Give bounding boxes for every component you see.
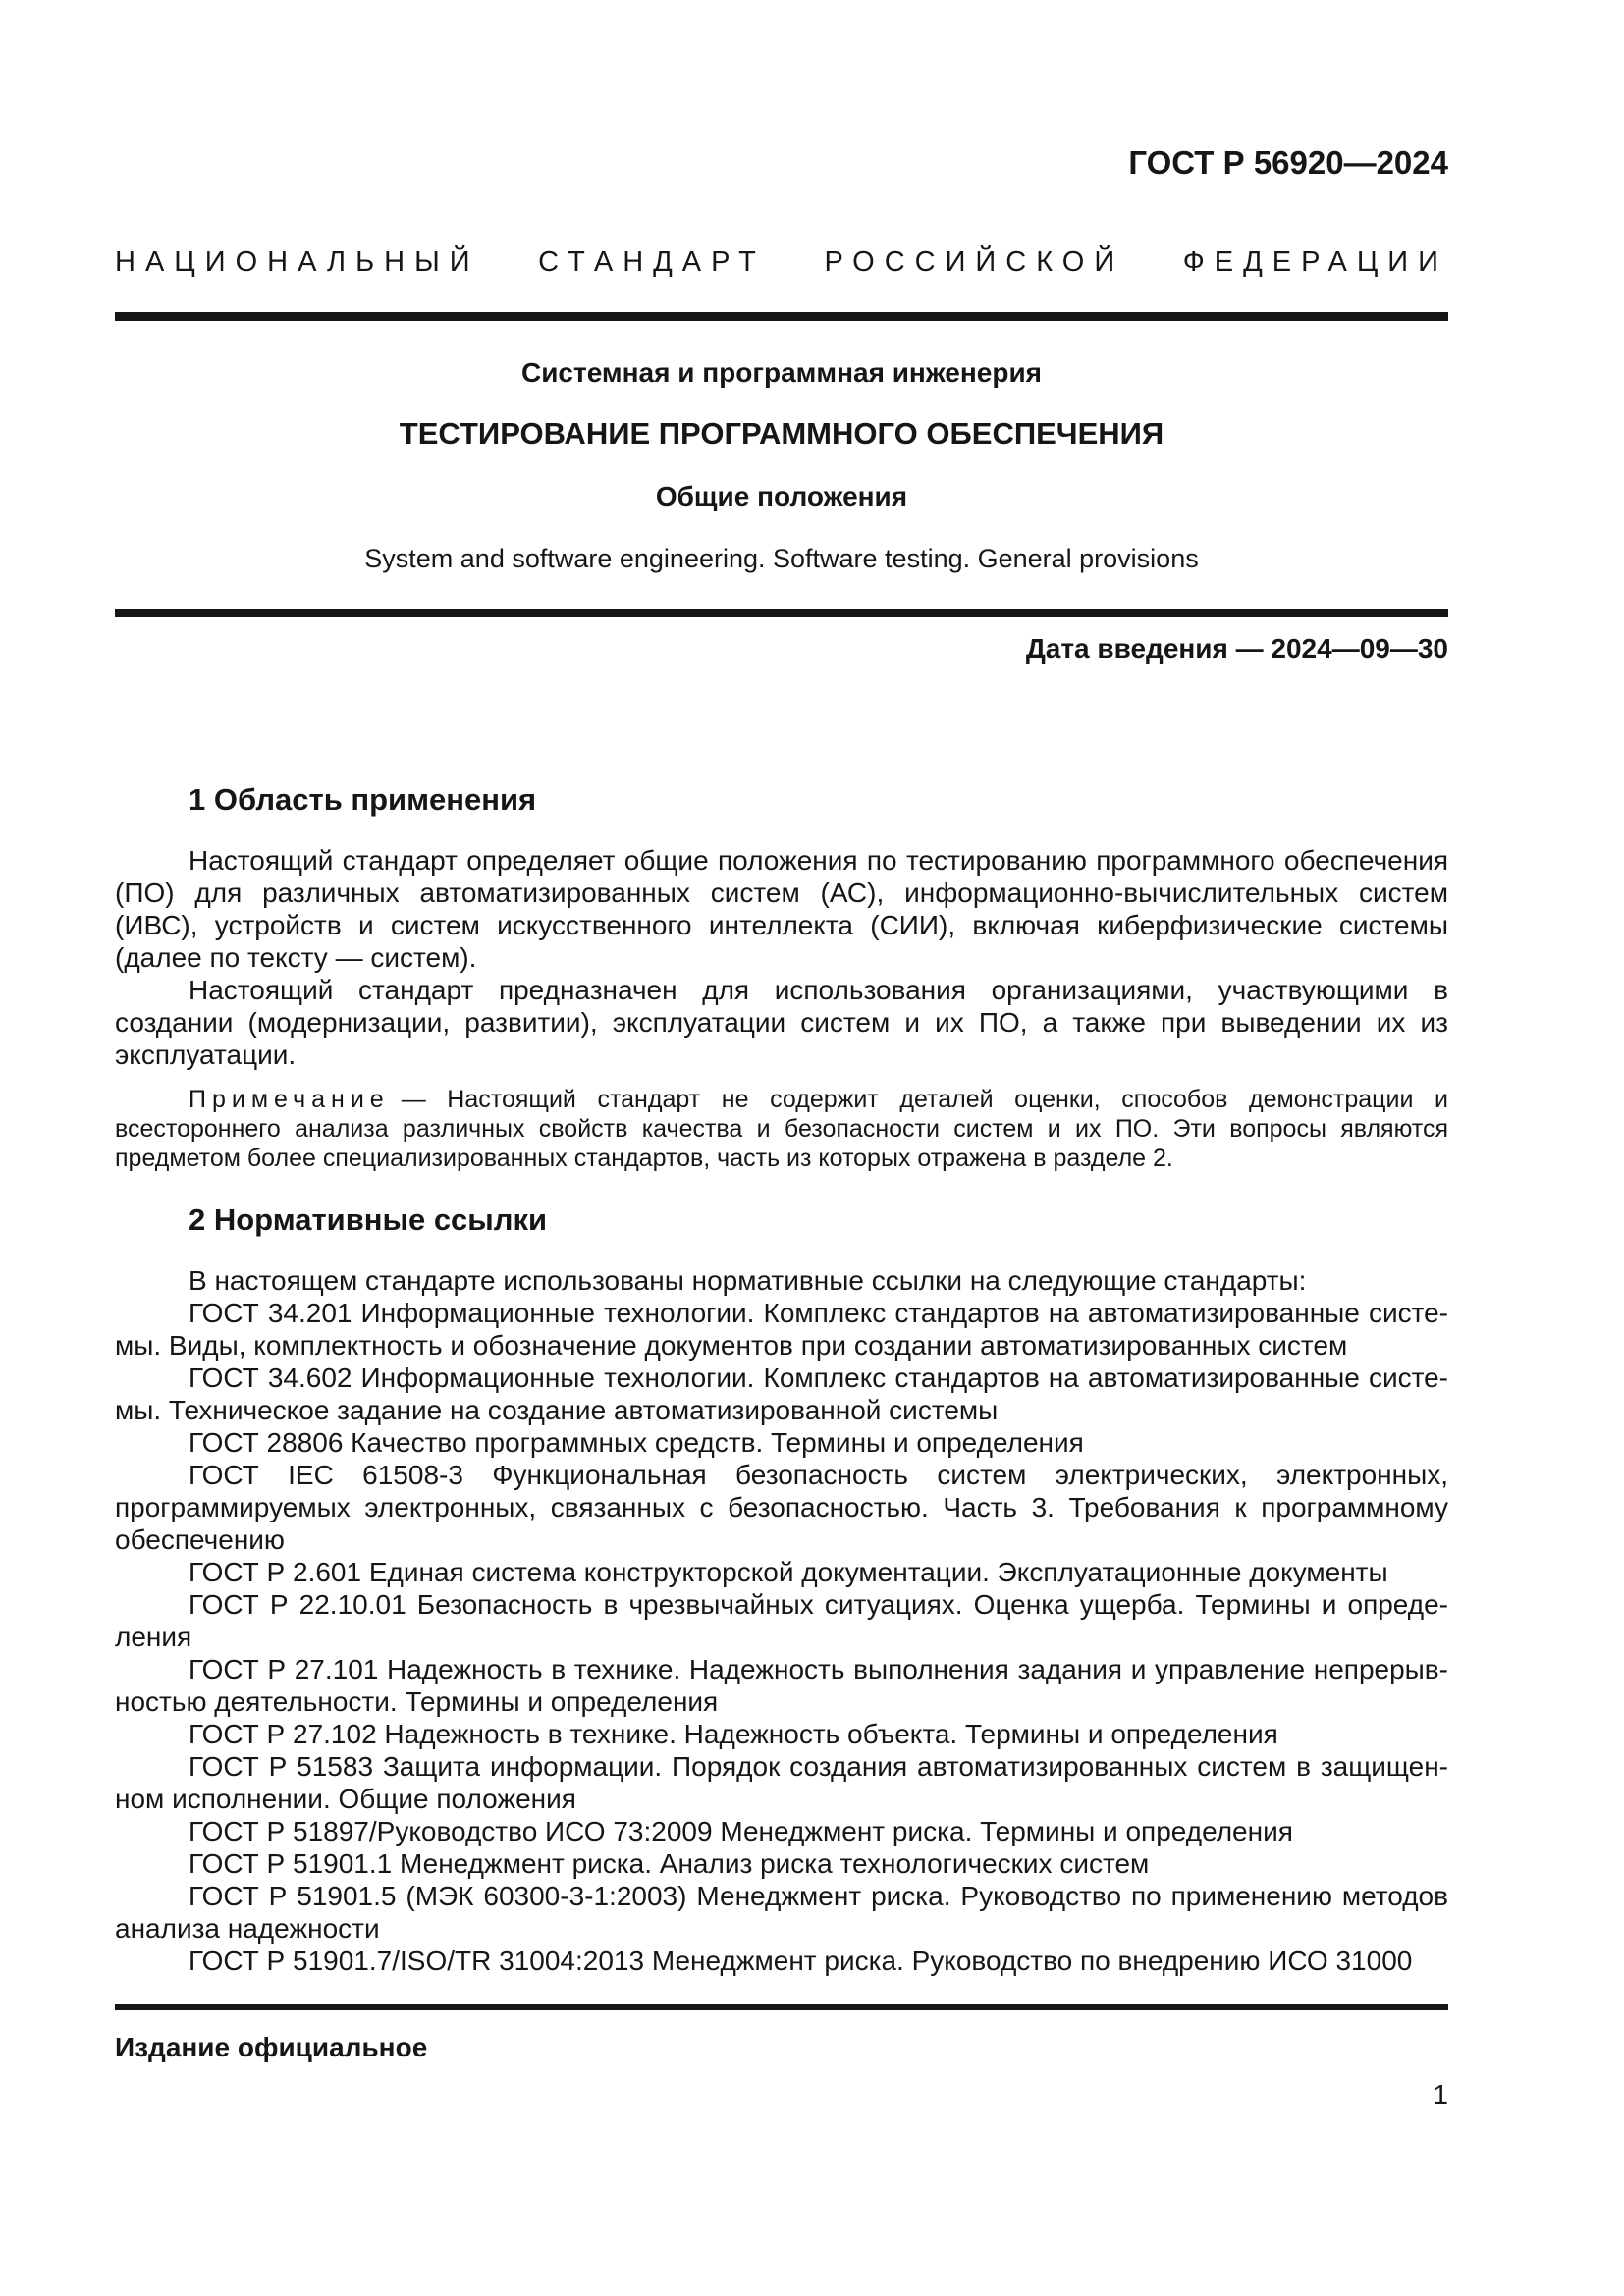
effective-date: Дата введения — 2024—09—30 <box>1025 633 1448 664</box>
note-label: Примечание <box>189 1086 390 1113</box>
section-1-body <box>115 844 1448 1173</box>
reference-item: ГОСТ Р 51583 Защита информации. Порядок создания автоматизированных систем в защищенном исполнении. Общие положения <box>115 1751 1448 1814</box>
reference-item: ГОСТ Р 27.102 Надежность в технике. Надежность объекта. Термины и определения <box>189 1719 1278 1749</box>
english-title: System and software engineering. Software testing. General provisions <box>364 544 1199 573</box>
standard-type-heading: НАЦИОНАЛЬНЫЙ СТАНДАРТ РОССИЙСКОЙ ФЕДЕРАЦИИ <box>115 246 1448 278</box>
references-intro: В настоящем стандарте использованы нормативные ссылки на следующие стандарты: <box>189 1265 1307 1296</box>
note-text: — Настоящий стандарт не содержит деталей оценки, способов демонстрации и всестороннего анализа различных свойств качества и безопасности систем и их ПО. Эти вопросы являются предметом более специализированных стандартов, часть из которых отражена в разделе 2. <box>115 1086 1448 1172</box>
note-paragraph <box>115 1085 1448 1173</box>
section-1-heading: 1 Область применения <box>189 782 537 817</box>
title-subject-line: Системная и программная инженерия <box>520 357 1043 388</box>
reference-item: ГОСТ Р 51901.7/ISO/TR 31004:2013 Менеджмент риска. Руководство по внедрению ИСО 31000 <box>189 1946 1413 1976</box>
reference-item: ГОСТ Р 2.601 Единая система конструкторской документации. Эксплуатационные документы <box>189 1557 1388 1587</box>
section-2-heading: 2 Нормативные ссылки <box>189 1202 548 1237</box>
doc-number: ГОСТ Р 56920—2024 <box>1128 144 1448 181</box>
reference-item: ГОСТ 34.201 Информационные технологии. Комплекс стандартов на автоматизированные системы. Виды, комплектность и обозначение документов при создании автоматизированных систем <box>115 1298 1448 1361</box>
edition-label: Издание официальное <box>115 2032 428 2062</box>
title-divider-rule <box>115 609 1448 617</box>
reference-item: ГОСТ 34.602 Информационные технологии. Комплекс стандартов на автоматизированные системы. Техническое задание на создание автоматизированной системы <box>115 1362 1448 1425</box>
top-divider-rule <box>115 312 1448 321</box>
page-number: 1 <box>1433 2079 1448 2109</box>
reference-item: ГОСТ Р 51901.1 Менеджмент риска. Анализ риска технологических систем <box>189 1848 1150 1879</box>
reference-item: ГОСТ IEC 61508-3 Функциональная безопасность систем электрических, электронных, программируемых электронных, связанных с безопасностью. Часть 3. Требования к программному обеспечению <box>115 1460 1448 1555</box>
section-2-body <box>115 1264 1448 1977</box>
reference-item: ГОСТ 28806 Качество программных средств. Термины и определения <box>189 1427 1084 1458</box>
reference-item: ГОСТ Р 22.10.01 Безопасность в чрезвычайных ситуациях. Оценка ущерба. Термины и определения <box>115 1589 1448 1652</box>
footer-divider-rule <box>115 2004 1448 2010</box>
title-subtitle: Общие положения <box>655 481 908 511</box>
main-title: ТЕСТИРОВАНИЕ ПРОГРАММНОГО ОБЕСПЕЧЕНИЯ <box>399 416 1164 451</box>
paragraph: Настоящий стандарт определяет общие положения по тестированию программного обеспечения (ПО) для различных автоматизированных систем (АС), информационно-вычислительных систем (ИВС), устройств и систем искусственного интеллекта (СИИ), включая киберфизические системы (далее по тексту — систем). <box>115 845 1448 973</box>
reference-item: ГОСТ Р 51897/Руководство ИСО 73:2009 Менеджмент риска. Термины и определения <box>189 1816 1293 1846</box>
reference-item: ГОСТ Р 51901.5 (МЭК 60300-3-1:2003) Менеджмент риска. Руководство по применению методов анализа надежности <box>115 1881 1448 1944</box>
reference-item: ГОСТ Р 27.101 Надежность в технике. Надежность выполнения задания и управление непрерывностью деятельности. Термины и определения <box>115 1654 1448 1717</box>
paragraph: Настоящий стандарт предназначен для использования организациями, участвующими в создании (модернизации, развитии), эксплуатации систем и их ПО, а также при выведении их из эксплуатации. <box>115 975 1448 1070</box>
